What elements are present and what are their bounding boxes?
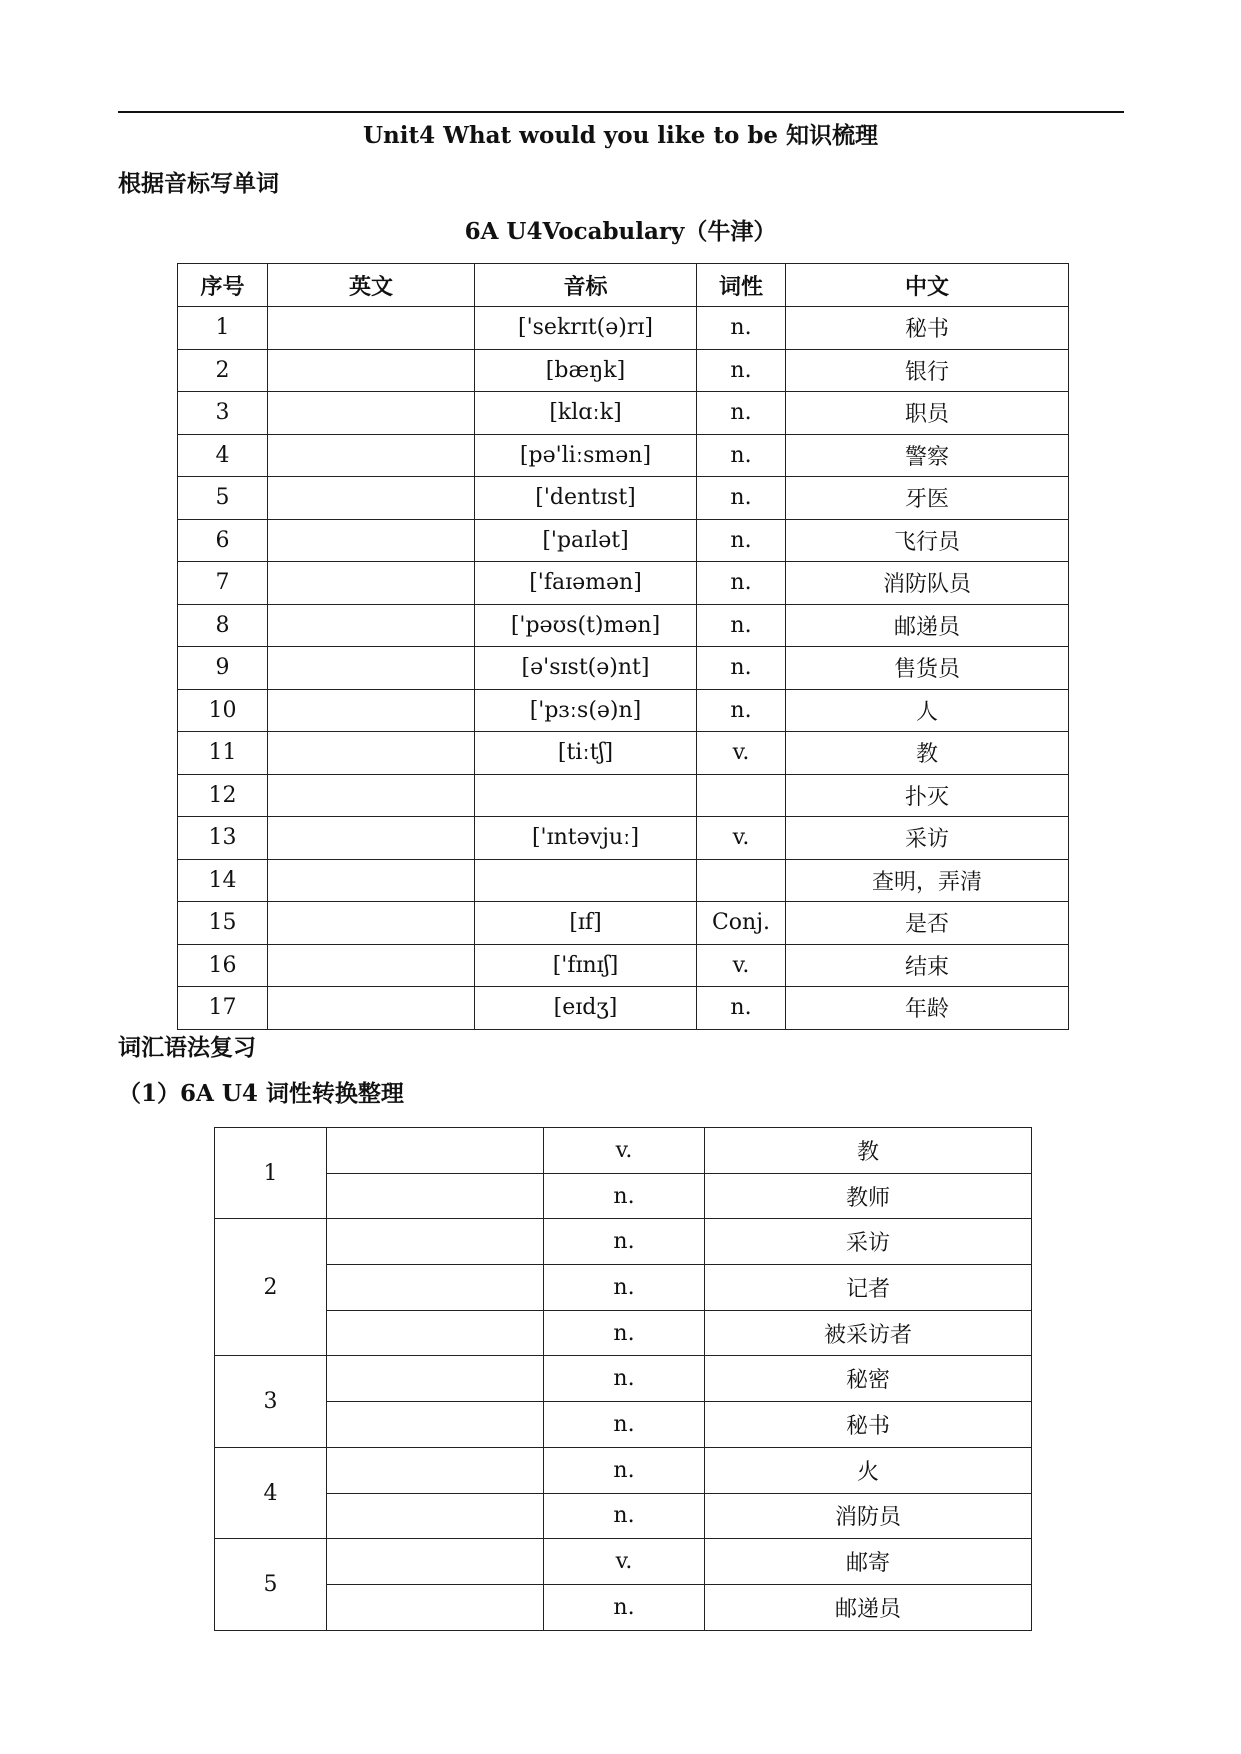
chinese-cell: 售货员 [786, 647, 1069, 690]
part-of-speech-cell: n. [544, 1173, 705, 1219]
chinese-cell: 结束 [786, 944, 1069, 987]
part-of-speech-cell: n. [697, 307, 786, 350]
phonetic-cell: ['ɪntəvjuː] [475, 817, 697, 860]
english-answer-cell[interactable] [268, 859, 475, 902]
chinese-cell: 消防队员 [786, 562, 1069, 605]
chinese-cell: 秘书 [705, 1402, 1032, 1448]
table-row [215, 1173, 1032, 1219]
part-of-speech-cell: v. [544, 1128, 705, 1174]
table-row [178, 987, 1069, 1030]
part-of-speech-cell: n. [697, 987, 786, 1030]
row-number: 15 [178, 902, 268, 945]
phonetic-cell: ['dentɪst] [475, 477, 697, 520]
table-row [178, 562, 1069, 605]
row-number: 7 [178, 562, 268, 605]
chinese-cell: 火 [705, 1447, 1032, 1493]
table-row [215, 1265, 1032, 1311]
table-row [178, 774, 1069, 817]
table-row [178, 434, 1069, 477]
chinese-cell: 秘书 [786, 307, 1069, 350]
part-of-speech-cell: n. [544, 1265, 705, 1311]
phonetic-cell: ['pəʊs(t)mən] [475, 604, 697, 647]
part-of-speech-cell: n. [544, 1402, 705, 1448]
section-heading-review: 词汇语法复习 [118, 1034, 256, 1061]
row-number: 4 [178, 434, 268, 477]
part-of-speech-cell: n. [697, 647, 786, 690]
word-answer-cell[interactable] [327, 1356, 544, 1402]
chinese-cell: 教 [705, 1128, 1032, 1174]
row-number: 5 [178, 477, 268, 520]
chinese-cell: 消防员 [705, 1493, 1032, 1539]
table-row [178, 307, 1069, 350]
header-part-of-speech: 词性 [697, 264, 786, 307]
chinese-cell: 人 [786, 689, 1069, 732]
phonetic-cell: [ɪf] [475, 902, 697, 945]
chinese-cell: 银行 [786, 349, 1069, 392]
part-of-speech-cell: v. [697, 817, 786, 860]
english-answer-cell[interactable] [268, 434, 475, 477]
phonetic-cell: [klɑːk] [475, 392, 697, 435]
table-row [215, 1128, 1032, 1174]
english-answer-cell[interactable] [268, 562, 475, 605]
part-of-speech-cell: n. [697, 434, 786, 477]
phonetic-cell [475, 859, 697, 902]
row-number: 17 [178, 987, 268, 1030]
header-chinese: 中文 [786, 264, 1069, 307]
word-answer-cell[interactable] [327, 1265, 544, 1311]
english-answer-cell[interactable] [268, 604, 475, 647]
row-number: 13 [178, 817, 268, 860]
english-answer-cell[interactable] [268, 817, 475, 860]
table-row [178, 902, 1069, 945]
chinese-cell: 职员 [786, 392, 1069, 435]
word-conversion-table [214, 1127, 1032, 1631]
table-row [215, 1219, 1032, 1265]
word-answer-cell[interactable] [327, 1584, 544, 1630]
row-number: 12 [178, 774, 268, 817]
phonetic-cell [475, 774, 697, 817]
part-of-speech-cell: n. [697, 392, 786, 435]
row-number: 16 [178, 944, 268, 987]
vocabulary-table-title: 6A U4Vocabulary（牛津） [464, 218, 777, 245]
row-number: 3 [178, 392, 268, 435]
table-row [178, 477, 1069, 520]
part-of-speech-cell: n. [544, 1493, 705, 1539]
part-of-speech-cell [697, 774, 786, 817]
row-number: 9 [178, 647, 268, 690]
english-answer-cell[interactable] [268, 944, 475, 987]
word-answer-cell[interactable] [327, 1310, 544, 1356]
table-row [178, 392, 1069, 435]
english-answer-cell[interactable] [268, 392, 475, 435]
row-number: 14 [178, 859, 268, 902]
english-answer-cell[interactable] [268, 774, 475, 817]
english-answer-cell[interactable] [268, 349, 475, 392]
part-of-speech-cell: v. [697, 732, 786, 775]
table-row [178, 519, 1069, 562]
table-row [215, 1402, 1032, 1448]
part-of-speech-cell: n. [544, 1584, 705, 1630]
group-number: 4 [215, 1447, 327, 1538]
english-answer-cell[interactable] [268, 519, 475, 562]
header-english: 英文 [268, 264, 475, 307]
phonetic-cell: ['fɪnɪʃ] [475, 944, 697, 987]
chinese-cell: 年龄 [786, 987, 1069, 1030]
part-of-speech-cell: n. [544, 1310, 705, 1356]
word-answer-cell[interactable] [327, 1402, 544, 1448]
table-row [178, 732, 1069, 775]
part-of-speech-cell: n. [697, 604, 786, 647]
chinese-cell: 邮寄 [705, 1539, 1032, 1585]
vocabulary-header-row [178, 264, 1069, 307]
table-row [178, 349, 1069, 392]
table-row [215, 1584, 1032, 1630]
group-number: 2 [215, 1219, 327, 1356]
table-row [178, 604, 1069, 647]
table-row [215, 1310, 1032, 1356]
vocabulary-table [177, 263, 1069, 1030]
table-row [215, 1356, 1032, 1402]
english-answer-cell[interactable] [268, 902, 475, 945]
part-of-speech-cell: n. [697, 689, 786, 732]
part-of-speech-cell: n. [697, 349, 786, 392]
word-answer-cell[interactable] [327, 1447, 544, 1493]
chinese-cell: 邮递员 [705, 1584, 1032, 1630]
phonetic-cell: ['pɜːs(ə)n] [475, 689, 697, 732]
word-answer-cell[interactable] [327, 1539, 544, 1585]
table-row [178, 689, 1069, 732]
word-answer-cell[interactable] [327, 1219, 544, 1265]
row-number: 6 [178, 519, 268, 562]
header-phonetic: 音标 [475, 264, 697, 307]
part-of-speech-cell: n. [544, 1356, 705, 1402]
phonetic-cell: ['paɪlət] [475, 519, 697, 562]
table-row [178, 817, 1069, 860]
phonetic-cell: ['faɪəmən] [475, 562, 697, 605]
chinese-cell: 扑灭 [786, 774, 1069, 817]
word-answer-cell[interactable] [327, 1173, 544, 1219]
chinese-cell: 警察 [786, 434, 1069, 477]
chinese-cell: 邮递员 [786, 604, 1069, 647]
part-of-speech-cell: v. [697, 944, 786, 987]
part-of-speech-cell: n. [544, 1447, 705, 1493]
group-number: 5 [215, 1539, 327, 1630]
phonetic-cell: [ə'sɪst(ə)nt] [475, 647, 697, 690]
table-row [178, 647, 1069, 690]
english-answer-cell[interactable] [268, 307, 475, 350]
row-number: 11 [178, 732, 268, 775]
phonetic-cell: [eɪdʒ] [475, 987, 697, 1030]
english-answer-cell[interactable] [268, 732, 475, 775]
part-of-speech-cell: v. [544, 1539, 705, 1585]
section-heading-phonetics: 根据音标写单词 [118, 170, 279, 197]
document-title: Unit4 What would you like to be 知识梳理 [362, 122, 879, 149]
english-answer-cell[interactable] [268, 987, 475, 1030]
chinese-cell: 牙医 [786, 477, 1069, 520]
table-row [215, 1493, 1032, 1539]
english-answer-cell[interactable] [268, 689, 475, 732]
part-of-speech-cell: n. [697, 562, 786, 605]
chinese-cell: 飞行员 [786, 519, 1069, 562]
row-number: 1 [178, 307, 268, 350]
group-number: 1 [215, 1128, 327, 1219]
part-of-speech-cell: n. [697, 519, 786, 562]
part-of-speech-cell [697, 859, 786, 902]
chinese-cell: 被采访者 [705, 1310, 1032, 1356]
english-answer-cell[interactable] [268, 477, 475, 520]
part-of-speech-cell: Conj. [697, 902, 786, 945]
chinese-cell: 记者 [705, 1265, 1032, 1311]
phonetic-cell: [pə'liːsmən] [475, 434, 697, 477]
chinese-cell: 查明，弄清 [786, 859, 1069, 902]
part-of-speech-cell: n. [544, 1219, 705, 1265]
chinese-cell: 采访 [786, 817, 1069, 860]
row-number: 10 [178, 689, 268, 732]
word-answer-cell[interactable] [327, 1128, 544, 1174]
group-number: 3 [215, 1356, 327, 1447]
table-row [178, 944, 1069, 987]
table-row [215, 1539, 1032, 1585]
phonetic-cell: [bæŋk] [475, 349, 697, 392]
chinese-cell: 采访 [705, 1219, 1032, 1265]
row-number: 8 [178, 604, 268, 647]
chinese-cell: 秘密 [705, 1356, 1032, 1402]
header-number: 序号 [178, 264, 268, 307]
chinese-cell: 是否 [786, 902, 1069, 945]
subsection-heading-conversion: （1）6A U4 词性转换整理 [118, 1080, 404, 1107]
phonetic-cell: [tiːtʃ] [475, 732, 697, 775]
chinese-cell: 教 [786, 732, 1069, 775]
table-row [178, 859, 1069, 902]
table-row [215, 1447, 1032, 1493]
row-number: 2 [178, 349, 268, 392]
english-answer-cell[interactable] [268, 647, 475, 690]
part-of-speech-cell: n. [697, 477, 786, 520]
chinese-cell: 教师 [705, 1173, 1032, 1219]
word-answer-cell[interactable] [327, 1493, 544, 1539]
top-rule [118, 111, 1124, 113]
phonetic-cell: ['sekrɪt(ə)rɪ] [475, 307, 697, 350]
